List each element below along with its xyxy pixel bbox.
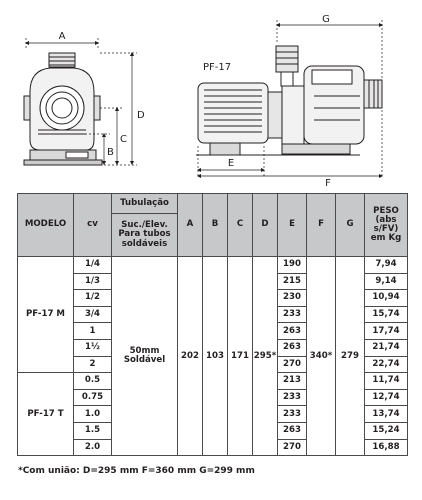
cell-e: 263 — [278, 339, 307, 356]
dim-b-label: B — [107, 147, 114, 158]
cell-cv: 0.5 — [74, 373, 112, 390]
table-row — [18, 257, 408, 274]
cell-e: 215 — [278, 273, 307, 290]
cell-peso: 15,24 — [365, 422, 408, 439]
dim-a-label: A — [58, 31, 66, 42]
cell-peso: 21,74 — [365, 339, 408, 356]
cell-peso: 22,74 — [365, 356, 408, 373]
cell-a: 202 — [178, 257, 203, 456]
header-b: B — [203, 194, 228, 257]
cell-e: 190 — [278, 257, 307, 274]
dim-d-label: D — [137, 110, 145, 121]
header-e: E — [278, 194, 307, 257]
cell-cv: 1½ — [74, 339, 112, 356]
header-modelo: MODELO — [18, 194, 74, 257]
dim-f-label: F — [325, 178, 331, 189]
cell-peso: 13,74 — [365, 406, 408, 423]
front-view — [24, 53, 102, 165]
cell-cv: 1/2 — [74, 290, 112, 307]
cell-e: 233 — [278, 406, 307, 423]
header-g: G — [336, 194, 365, 257]
cell-e: 230 — [278, 290, 307, 307]
cell-d: 295* — [253, 257, 278, 456]
cell-peso: 10,94 — [365, 290, 408, 307]
cell-e: 263 — [278, 323, 307, 340]
cell-peso: 9,14 — [365, 273, 408, 290]
cell-cv: 2.0 — [74, 439, 112, 456]
cell-c: 171 — [228, 257, 253, 456]
dim-c-label: C — [120, 134, 127, 145]
header-d: D — [253, 194, 278, 257]
cell-modelo: PF-17 M — [18, 257, 74, 373]
cell-e: 213 — [278, 373, 307, 390]
cell-cv: 0.75 — [74, 389, 112, 406]
header-cv: cv — [74, 194, 112, 257]
cell-e: 270 — [278, 356, 307, 373]
header-c: C — [228, 194, 253, 257]
cell-cv: 1/4 — [74, 257, 112, 274]
cell-b: 103 — [203, 257, 228, 456]
table-body — [18, 257, 408, 456]
cell-modelo: PF-17 T — [18, 373, 74, 456]
specifications-table — [17, 193, 408, 456]
header-tubulacao: Tubulação — [112, 194, 178, 214]
cell-cv: 1.5 — [74, 422, 112, 439]
cell-tubulacao: 50mm Soldável — [112, 257, 178, 456]
cell-peso: 15,74 — [365, 306, 408, 323]
cell-e: 270 — [278, 439, 307, 456]
cell-cv: 3/4 — [74, 306, 112, 323]
cell-peso: 11,74 — [365, 373, 408, 390]
cell-f: 340* — [307, 257, 336, 456]
cell-cv: 1 — [74, 323, 112, 340]
cell-e: 233 — [278, 389, 307, 406]
cell-g: 279 — [336, 257, 365, 456]
footnote: *Com união: D=295 mm F=360 mm G=299 mm — [18, 466, 255, 476]
cell-e: 233 — [278, 306, 307, 323]
model-label: PF-17 — [203, 62, 232, 73]
cell-peso: 12,74 — [365, 389, 408, 406]
pump-technical-drawing — [0, 0, 422, 190]
cell-peso: 7,94 — [365, 257, 408, 274]
cell-e: 263 — [278, 422, 307, 439]
cell-cv: 1.0 — [74, 406, 112, 423]
dim-g-label: G — [322, 14, 330, 25]
header-a: A — [178, 194, 203, 257]
dim-e-label: E — [227, 158, 235, 169]
header-peso: PESO (abs s/FV) em Kg — [365, 194, 408, 257]
cell-peso: 16,88 — [365, 439, 408, 456]
cell-cv: 1/3 — [74, 273, 112, 290]
cell-peso: 17,74 — [365, 323, 408, 340]
header-tubulacao-sub: Suc./Elev. Para tubos soldáveis — [112, 214, 178, 257]
cell-cv: 2 — [74, 356, 112, 373]
header-f: F — [307, 194, 336, 257]
